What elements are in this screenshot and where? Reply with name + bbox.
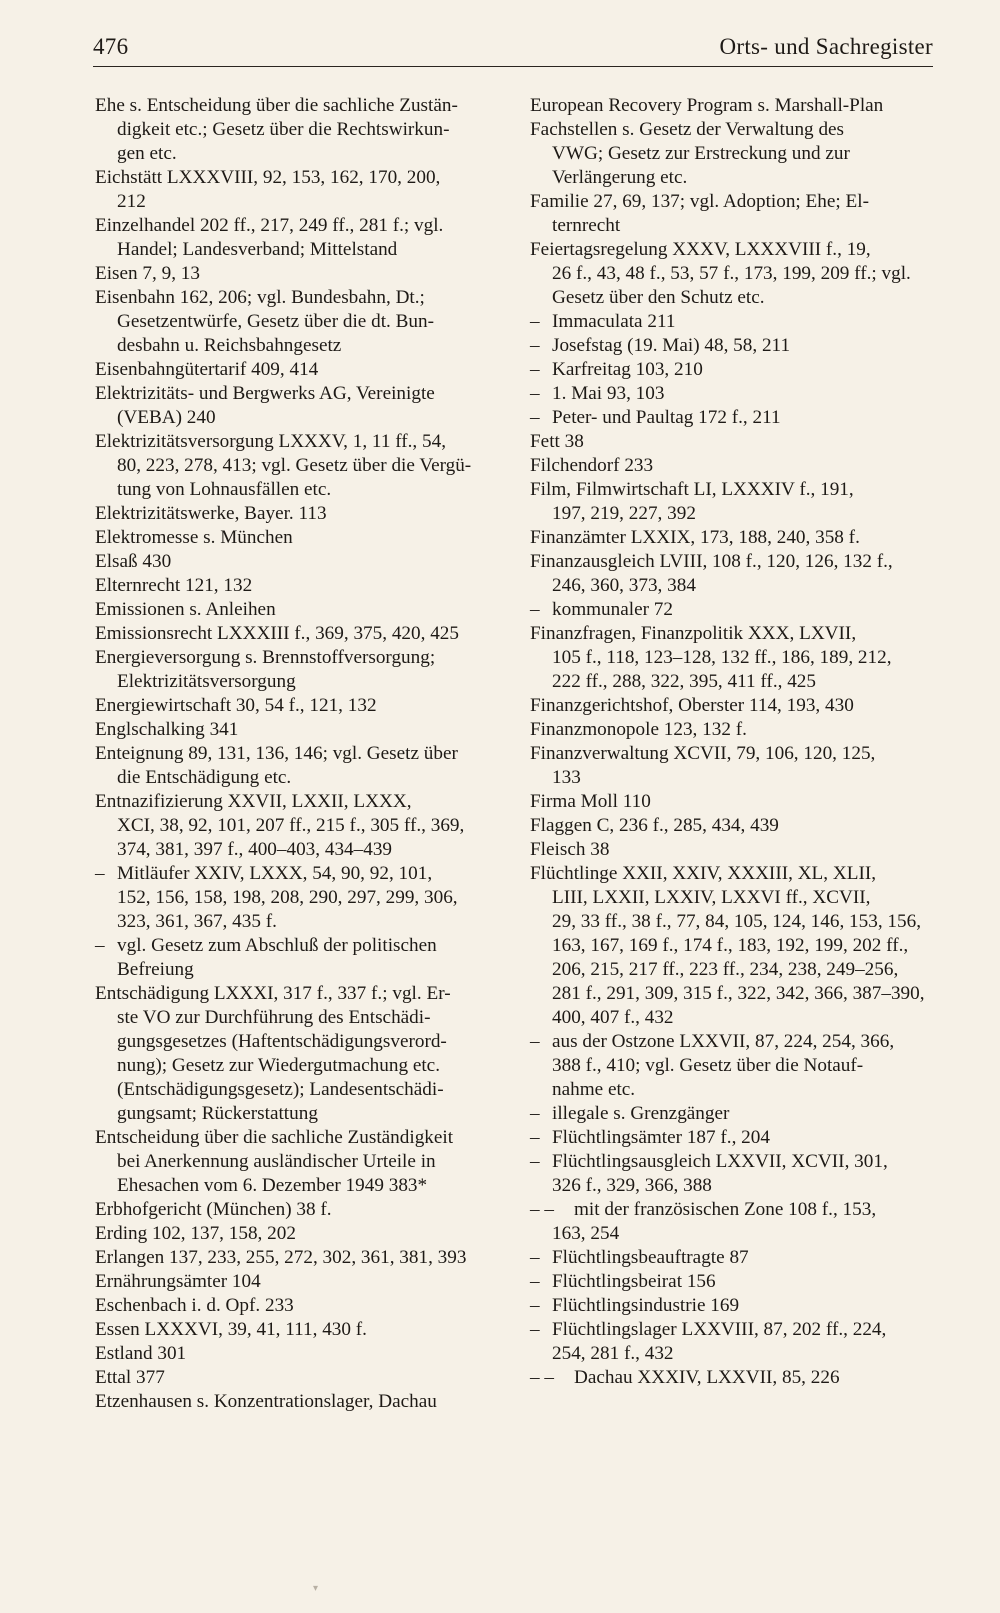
index-subentry: – Immaculata 211 xyxy=(530,311,676,332)
index-entry-continuation: 80, 223, 278, 413; vgl. Gesetz über die Vergü- xyxy=(117,455,472,476)
index-entry: Englschalking 341 xyxy=(95,719,239,740)
index-entry: European Recovery Program s. Marshall-Plan xyxy=(530,95,884,116)
dash-marker: – xyxy=(530,383,540,404)
index-entry-continuation: LIII, LXXII, LXXIV, LXXVI ff., XCVII, xyxy=(552,887,871,908)
index-entry: Fachstellen s. Gesetz der Verwaltung des xyxy=(530,119,845,140)
index-entry: Fett 38 xyxy=(530,431,584,452)
index-entry-continuation: 400, 407 f., 432 xyxy=(552,1007,674,1028)
index-entry: Emissionsrecht LXXXIII f., 369, 375, 420, 425 xyxy=(95,623,459,644)
index-subentry-continuation: 163, 254 xyxy=(552,1223,620,1244)
index-entry: Entschädigung LXXXI, 317 f., 337 f.; vgl. Er- xyxy=(95,983,451,1004)
index-entry: Film, Filmwirtschaft LI, LXXXIV f., 191, xyxy=(530,479,854,500)
index-subsubentry: – – mit der französischen Zone 108 f., 153, xyxy=(530,1199,877,1220)
index-entry: Elternrecht 121, 132 xyxy=(95,575,253,596)
index-entry: Einzelhandel 202 ff., 217, 249 ff., 281 f.; vgl. xyxy=(95,215,444,236)
index-subentry: – Mitläufer XXIV, LXXX, 54, 90, 92, 101, xyxy=(95,863,433,884)
dash-marker: – xyxy=(530,359,540,380)
index-subentry: – 1. Mai 93, 103 xyxy=(530,383,665,404)
index-entry-continuation: 29, 33 ff., 38 f., 77, 84, 105, 124, 146, 153, 156, xyxy=(552,911,921,932)
index-entry-continuation: gungsgesetzes (Haftentschädigungsverord- xyxy=(117,1031,447,1052)
index-subentry-continuation: 326 f., 329, 366, 388 xyxy=(552,1175,712,1196)
page-header xyxy=(93,30,933,67)
index-entry-continuation: (VEBA) 240 xyxy=(117,407,216,428)
dash-marker: – xyxy=(530,1103,540,1124)
index-entry-continuation: (Entschädigungsgesetz); Landesentschädi- xyxy=(117,1079,444,1100)
index-entry-continuation: Handel; Landesverband; Mittelstand xyxy=(117,239,398,260)
dash-marker: – xyxy=(530,599,540,620)
index-entry: Fleisch 38 xyxy=(530,839,610,860)
index-entry-continuation: 374, 381, 397 f., 400–403, 434–439 xyxy=(117,839,393,860)
index-entry: Eisenbahn 162, 206; vgl. Bundesbahn, Dt.; xyxy=(95,287,425,308)
dash-marker: – xyxy=(530,311,540,332)
index-subentry: – vgl. Gesetz zum Abschluß der politischen xyxy=(95,935,437,956)
index-entry: Eichstätt LXXXVIII, 92, 153, 162, 170, 200, xyxy=(95,167,441,188)
index-entry: Elsaß 430 xyxy=(95,551,172,572)
index-entry: Elektromesse s. München xyxy=(95,527,293,548)
dash-marker: – xyxy=(530,1247,540,1268)
page-number: 476 xyxy=(93,34,129,59)
index-entry-continuation: desbahn u. Reichsbahngesetz xyxy=(117,335,342,356)
index-subentry-continuation: Befreiung xyxy=(117,959,194,980)
dash-marker: – xyxy=(530,1031,540,1052)
index-subentry-continuation: 323, 361, 367, 435 f. xyxy=(117,911,277,932)
index-entry: Finanzfragen, Finanzpolitik XXX, LXVII, xyxy=(530,623,857,644)
index-entry-continuation: 222 ff., 288, 322, 395, 411 ff., 425 xyxy=(552,671,816,692)
index-entry: Finanzmonopole 123, 132 f. xyxy=(530,719,747,740)
index-entry: Flaggen C, 236 f., 285, 434, 439 xyxy=(530,815,779,836)
index-subentry: – Flüchtlingsbeirat 156 xyxy=(530,1271,716,1292)
index-entry-continuation: Verlängerung etc. xyxy=(552,167,688,188)
index-entry-continuation: Gesetz über den Schutz etc. xyxy=(552,287,765,308)
index-entry-continuation: bei Anerkennung ausländischer Urteile in xyxy=(117,1151,436,1172)
index-entry: Ehe s. Entscheidung über die sachliche Zustän- xyxy=(95,95,458,116)
index-entry: Estland 301 xyxy=(95,1343,187,1364)
dash-marker: – xyxy=(95,935,105,956)
index-subentry-continuation: 388 f., 410; vgl. Gesetz über die Notauf- xyxy=(552,1055,864,1076)
index-entry-continuation: 133 xyxy=(552,767,581,788)
index-entry-continuation: Gesetzentwürfe, Gesetz über die dt. Bun- xyxy=(117,311,435,332)
index-entry: Etzenhausen s. Konzentrationslager, Dachau xyxy=(95,1391,437,1412)
index-entry-continuation: 206, 215, 217 ff., 223 ff., 234, 238, 249–256, xyxy=(552,959,899,980)
index-entry: Eschenbach i. d. Opf. 233 xyxy=(95,1295,294,1316)
index-subentry: – Flüchtlingsausgleich LXXVII, XCVII, 301, xyxy=(530,1151,888,1172)
index-subentry: – Peter- und Paultag 172 f., 211 xyxy=(530,407,781,428)
dash-marker: – xyxy=(530,335,540,356)
index-subentry: – kommunaler 72 xyxy=(530,599,673,620)
index-entry: Ettal 377 xyxy=(95,1367,165,1388)
page-speck: ▾ xyxy=(313,1583,319,1594)
index-subentry-continuation: nahme etc. xyxy=(552,1079,636,1100)
dash-marker: – xyxy=(530,1271,540,1292)
index-entry: Finanzgerichtshof, Oberster 114, 193, 430 xyxy=(530,695,854,716)
index-entry-continuation: 281 f., 291, 309, 315 f., 322, 342, 366, 387–390, xyxy=(552,983,925,1004)
index-entry-continuation: 26 f., 43, 48 f., 53, 57 f., 173, 199, 209 ff.; vgl. xyxy=(552,263,911,284)
index-entry-continuation: 197, 219, 227, 392 xyxy=(552,503,696,524)
index-entry: Elektrizitäts- und Bergwerks AG, Vereinigte xyxy=(95,383,435,404)
index-entry-continuation: gen etc. xyxy=(117,143,177,164)
index-subentry-continuation: 254, 281 f., 432 xyxy=(552,1343,674,1364)
index-entry: Enteignung 89, 131, 136, 146; vgl. Gesetz über xyxy=(95,743,458,764)
index-column-left xyxy=(95,94,500,1414)
index-entry-continuation: 163, 167, 169 f., 174 f., 183, 192, 199, 202 ff., xyxy=(552,935,909,956)
dash-marker: – xyxy=(530,1319,540,1340)
running-head: Orts- und Sachregister xyxy=(719,34,933,59)
index-subentry: – Flüchtlingsindustrie 169 xyxy=(530,1295,740,1316)
index-entry: Firma Moll 110 xyxy=(530,791,651,812)
index-subentry: – aus der Ostzone LXXVII, 87, 224, 254, 366, xyxy=(530,1031,895,1052)
index-subentry-continuation: 152, 156, 158, 198, 208, 290, 297, 299, 306, xyxy=(117,887,458,908)
index-entry: Eisen 7, 9, 13 xyxy=(95,263,200,284)
index-subentry: – Flüchtlingsämter 187 f., 204 xyxy=(530,1127,770,1148)
index-entry-continuation: Elektrizitätsversorgung xyxy=(117,671,296,692)
dash-marker: – xyxy=(530,407,540,428)
index-entry-continuation: 246, 360, 373, 384 xyxy=(552,575,696,596)
index-entry-continuation: gungsamt; Rückerstattung xyxy=(117,1103,318,1124)
index-entry: Feiertagsregelung XXXV, LXXXVIII f., 19, xyxy=(530,239,871,260)
index-entry-continuation: ste VO zur Durchführung des Entschädi- xyxy=(117,1007,431,1028)
index-entry: Finanzämter LXXIX, 173, 188, 240, 358 f. xyxy=(530,527,860,548)
index-entry-continuation: tung von Lohnausfällen etc. xyxy=(117,479,332,500)
index-entry: Erding 102, 137, 158, 202 xyxy=(95,1223,296,1244)
index-entry: Finanzverwaltung XCVII, 79, 106, 120, 125, xyxy=(530,743,876,764)
index-entry: Familie 27, 69, 137; vgl. Adoption; Ehe; El- xyxy=(530,191,869,212)
index-entry: Emissionen s. Anleihen xyxy=(95,599,276,620)
index-entry: Filchendorf 233 xyxy=(530,455,654,476)
index-subentry: – illegale s. Grenzgänger xyxy=(530,1103,730,1124)
index-entry: Elektrizitätswerke, Bayer. 113 xyxy=(95,503,327,524)
dash-marker: – xyxy=(530,1151,540,1172)
index-entry-continuation: XCI, 38, 92, 101, 207 ff., 215 f., 305 ff., 369, xyxy=(117,815,465,836)
dash-marker: – xyxy=(95,863,105,884)
index-entry: Eisenbahngütertarif 409, 414 xyxy=(95,359,319,380)
index-entry-continuation: 212 xyxy=(117,191,146,212)
index-entry: Finanzausgleich LVIII, 108 f., 120, 126, 132 f., xyxy=(530,551,893,572)
index-subentry: – Flüchtlingslager LXXVIII, 87, 202 ff., 224, xyxy=(530,1319,887,1340)
index-entry: Elektrizitätsversorgung LXXXV, 1, 11 ff., 54, xyxy=(95,431,447,452)
index-entry-continuation: ternrecht xyxy=(552,215,621,236)
index-subentry: – Flüchtlingsbeauftragte 87 xyxy=(530,1247,749,1268)
index-entry: Flüchtlinge XXII, XXIV, XXXIII, XL, XLII, xyxy=(530,863,877,884)
index-entry: Energieversorgung s. Brennstoffversorgung; xyxy=(95,647,436,668)
dash-marker: – xyxy=(530,1295,540,1316)
index-entry: Essen LXXXVI, 39, 41, 111, 430 f. xyxy=(95,1319,367,1340)
index-subsubentry: – – Dachau XXXIV, LXXVII, 85, 226 xyxy=(530,1367,840,1388)
index-entry-continuation: Ehesachen vom 6. Dezember 1949 383* xyxy=(117,1175,428,1196)
index-entry-continuation: 105 f., 118, 123–128, 132 ff., 186, 189, 212, xyxy=(552,647,892,668)
index-entry-continuation: digkeit etc.; Gesetz über die Rechtswirkun- xyxy=(117,119,450,140)
dash-marker: – xyxy=(530,1127,540,1148)
index-subentry: – Josefstag (19. Mai) 48, 58, 211 xyxy=(530,335,791,356)
index-subentry: – Karfreitag 103, 210 xyxy=(530,359,703,380)
index-entry-continuation: VWG; Gesetz zur Erstreckung und zur xyxy=(552,143,850,164)
index-entry: Ernährungsämter 104 xyxy=(95,1271,261,1292)
index-entry: Erlangen 137, 233, 255, 272, 302, 361, 381, 393 xyxy=(95,1247,467,1268)
index-entry: Erbhofgericht (München) 38 f. xyxy=(95,1199,332,1220)
double-dash-marker: – – xyxy=(530,1367,554,1388)
double-dash-marker: – – xyxy=(530,1199,554,1220)
index-entry-continuation: die Entschädigung etc. xyxy=(117,767,292,788)
index-entry: Entnazifizierung XXVII, LXXII, LXXX, xyxy=(95,791,412,812)
index-entry-continuation: nung); Gesetz zur Wiedergutmachung etc. xyxy=(117,1055,440,1076)
index-entry: Energiewirtschaft 30, 54 f., 121, 132 xyxy=(95,695,377,716)
index-entry: Entscheidung über die sachliche Zuständigkeit xyxy=(95,1127,454,1148)
index-column-right xyxy=(530,94,940,1390)
